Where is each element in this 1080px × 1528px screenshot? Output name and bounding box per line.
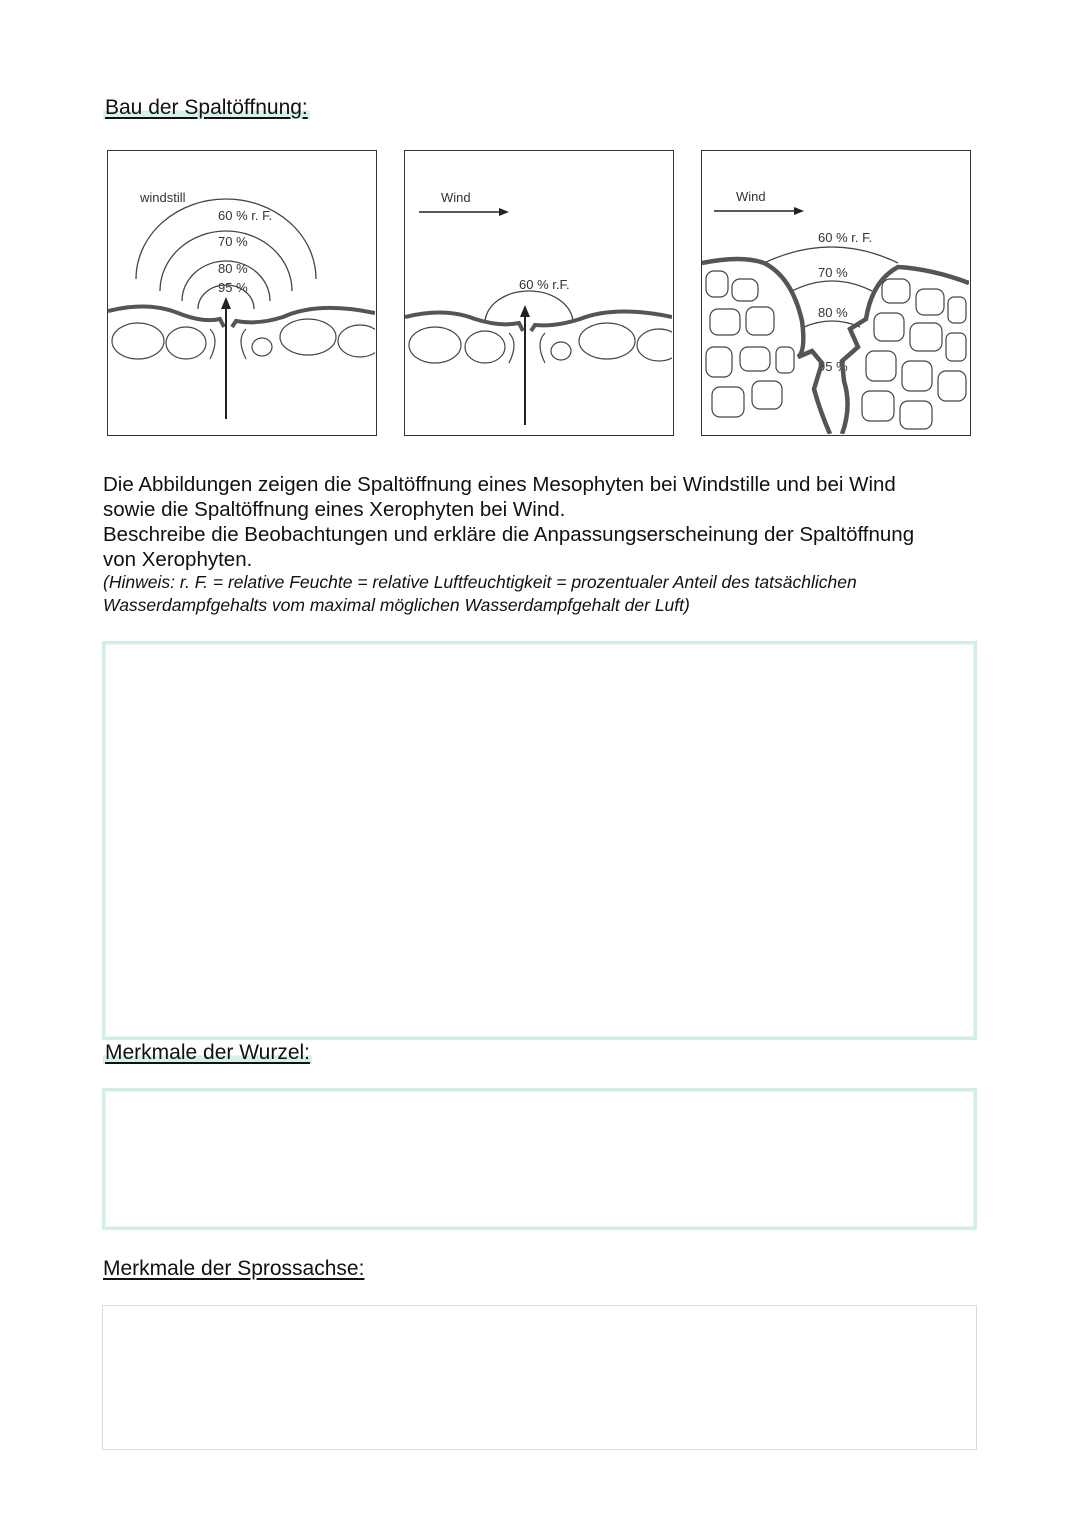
humidity-60-label: 60 % r. F. [818, 230, 873, 245]
humidity-95-label: 95 % [818, 359, 848, 374]
hint-line: Wasserdampfgehalts vom maximal möglichen Wasserdampfgehalt der Luft) [103, 595, 690, 615]
humidity-60-label: 60 % r. F. [218, 208, 273, 223]
heading-root: Merkmale der Wurzel: [105, 1041, 310, 1064]
humidity-70-label: 70 % [818, 265, 848, 280]
answer-box-root[interactable] [102, 1088, 977, 1230]
task-hint [103, 571, 993, 617]
task-line: von Xerophyten. [103, 548, 253, 571]
figure-mesophyte-windstill [107, 150, 377, 436]
task-line: Beschreibe die Beobachtungen und erkläre die Anpassungserscheinung der Spaltöffnung [103, 523, 915, 546]
answer-box-shoot[interactable] [102, 1305, 977, 1450]
answer-box-stomata[interactable] [102, 641, 977, 1040]
task-description [103, 472, 983, 572]
humidity-95-label: 95 % [218, 280, 248, 295]
condition-label: windstill [140, 190, 186, 205]
humidity-80-label: 80 % [818, 305, 848, 320]
humidity-80-label: 80 % [218, 261, 248, 276]
task-line: Die Abbildungen zeigen die Spaltöffnung eines Mesophyten bei Windstille und bei Wind [103, 473, 896, 496]
condition-label: Wind [441, 190, 471, 205]
humidity-70-label: 70 % [218, 234, 248, 249]
condition-label: Wind [736, 189, 766, 204]
hint-line: (Hinweis: r. F. = relative Feuchte = relative Luftfeuchtigkeit = prozentualer Anteil des tatsächlichen [103, 572, 857, 592]
figure-mesophyte-wind [404, 150, 674, 436]
heading-shoot: Merkmale der Sprossachse: [103, 1257, 365, 1280]
heading-stomata: Bau der Spaltöffnung: [105, 96, 308, 119]
figure-xerophyte-wind [701, 150, 971, 436]
humidity-60-label: 60 % r.F. [519, 277, 570, 292]
task-line: sowie die Spaltöffnung eines Xerophyten bei Wind. [103, 498, 566, 521]
